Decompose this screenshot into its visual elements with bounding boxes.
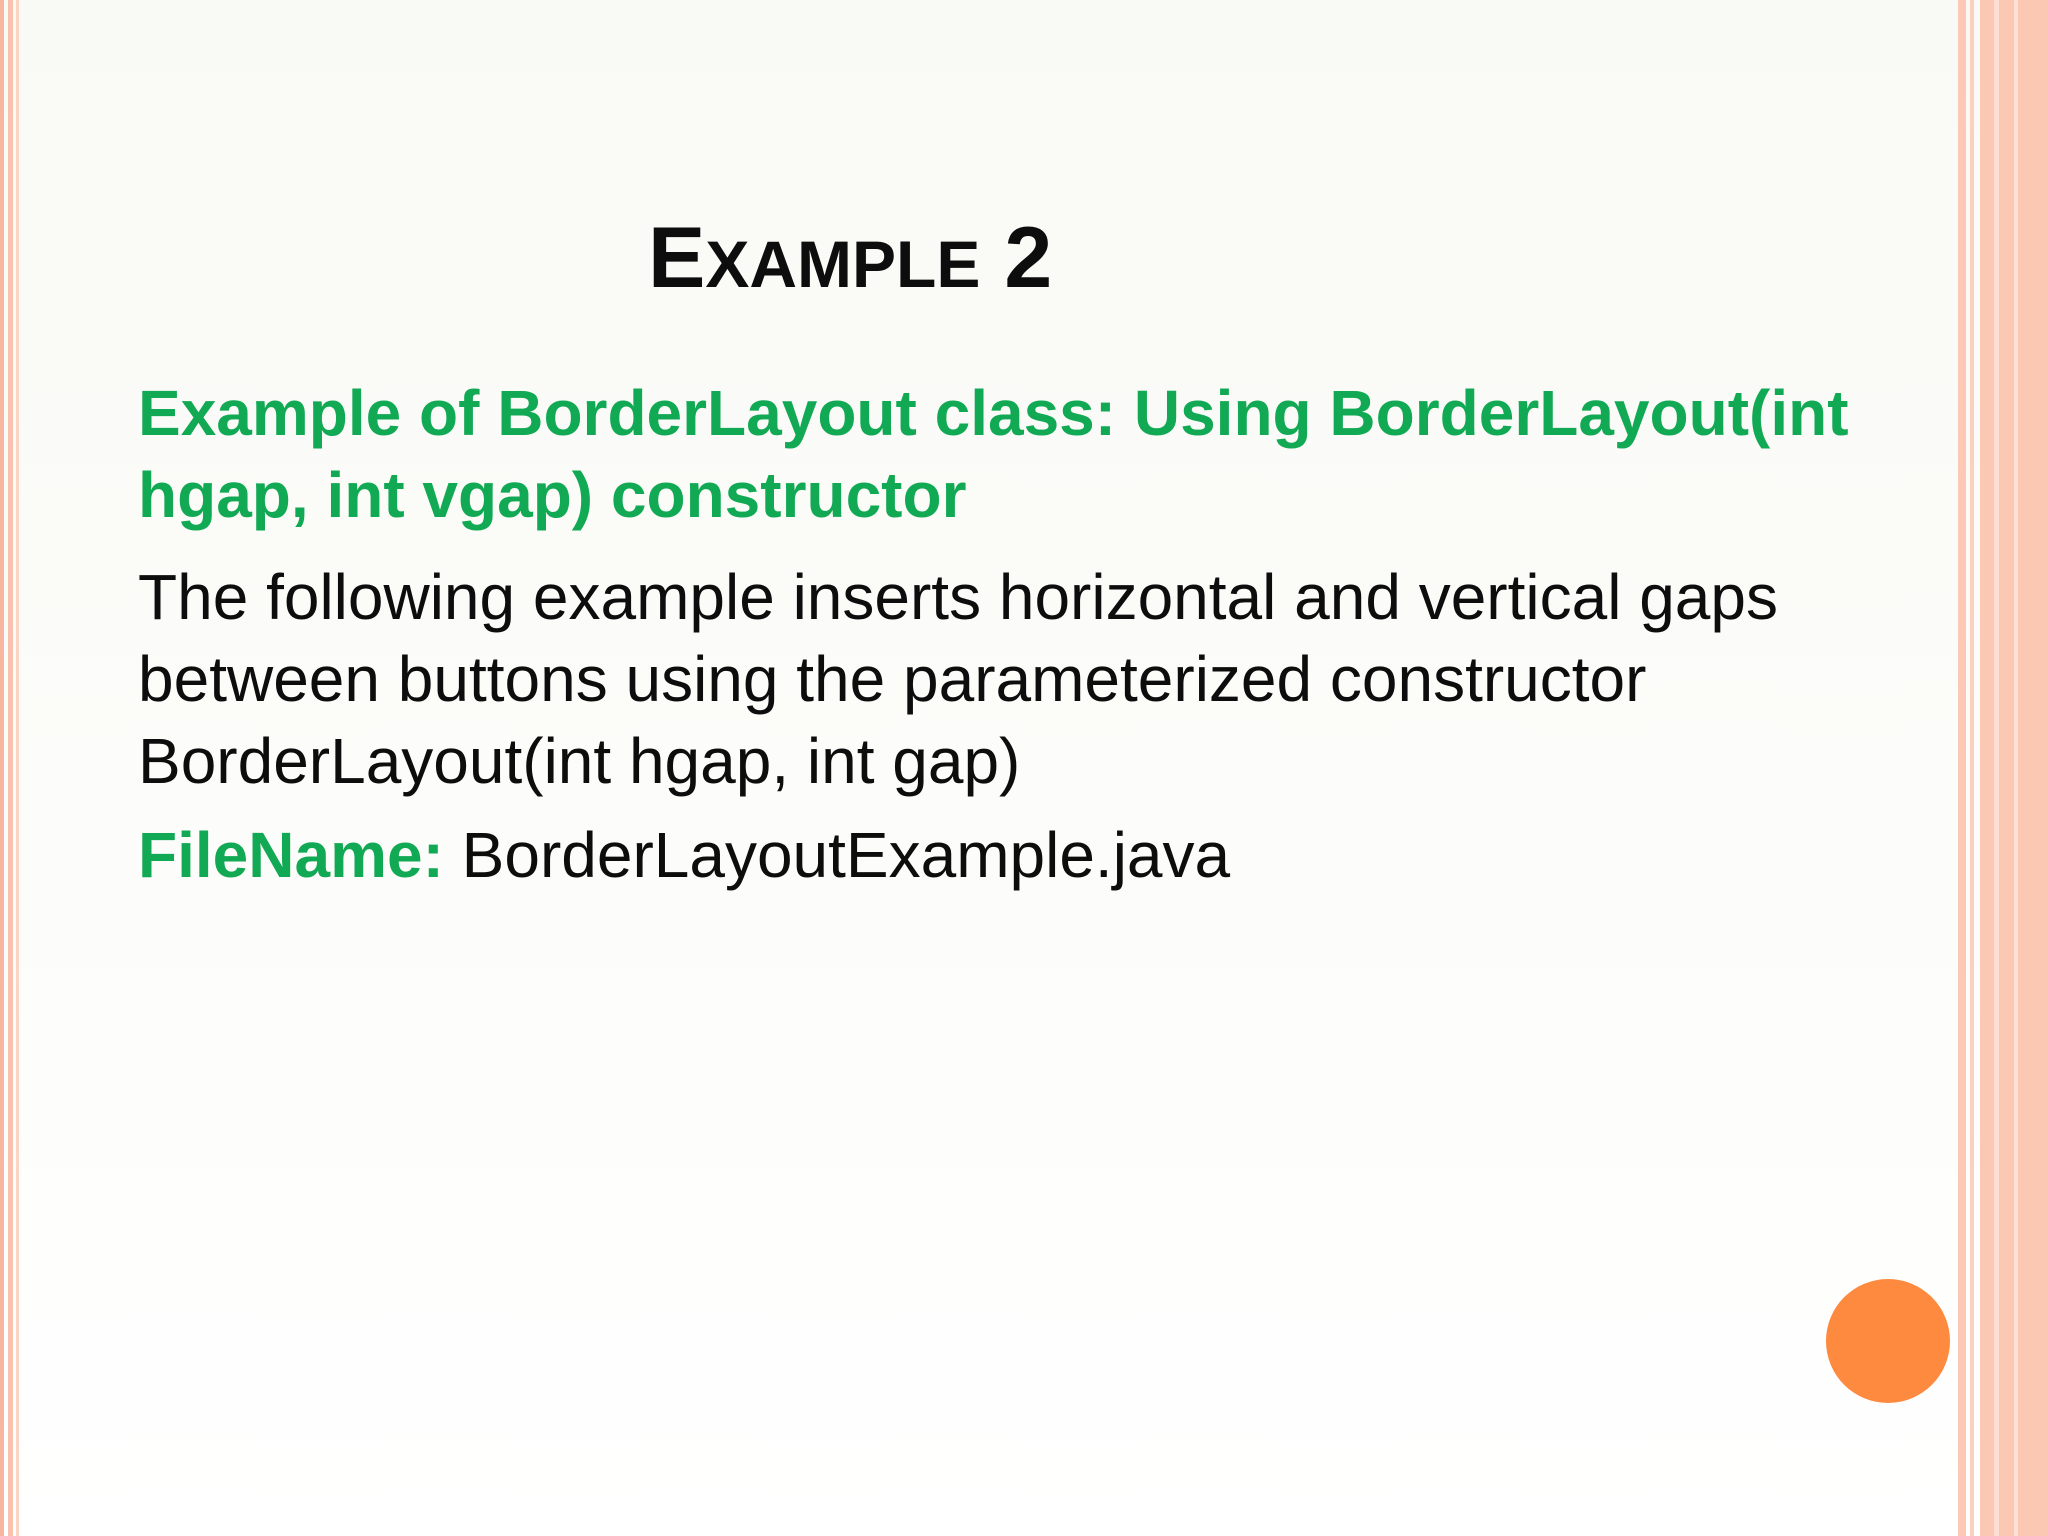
title-rest: XAMPLE — [705, 227, 981, 301]
left-border-stripe — [0, 0, 4, 1536]
filename-value: BorderLayoutExample.java — [461, 819, 1231, 891]
right-border-stripe — [1958, 0, 1966, 1536]
filename-line — [138, 814, 1858, 896]
orange-dot-decoration — [1826, 1279, 1950, 1403]
right-border-stripe — [1970, 0, 1974, 1536]
slide-title — [648, 210, 1053, 306]
example-description: The following example inserts horizontal and vertical gaps between buttons using the parameterized constructor BorderLayout(int hgap, int gap) — [138, 561, 1778, 797]
left-border-stripe — [8, 0, 13, 1536]
filename-label: FileName: — [138, 819, 444, 891]
right-border-stripe — [1994, 0, 1999, 1536]
slide-content — [138, 372, 1858, 896]
right-border-stripe — [2014, 0, 2018, 1536]
left-border-stripe — [16, 0, 19, 1536]
title-number: 2 — [1004, 210, 1053, 306]
title-initial: E — [648, 210, 706, 306]
example-heading: Example of BorderLayout class: Using BorderLayout(int hgap, int vgap) constructor — [138, 377, 1849, 531]
